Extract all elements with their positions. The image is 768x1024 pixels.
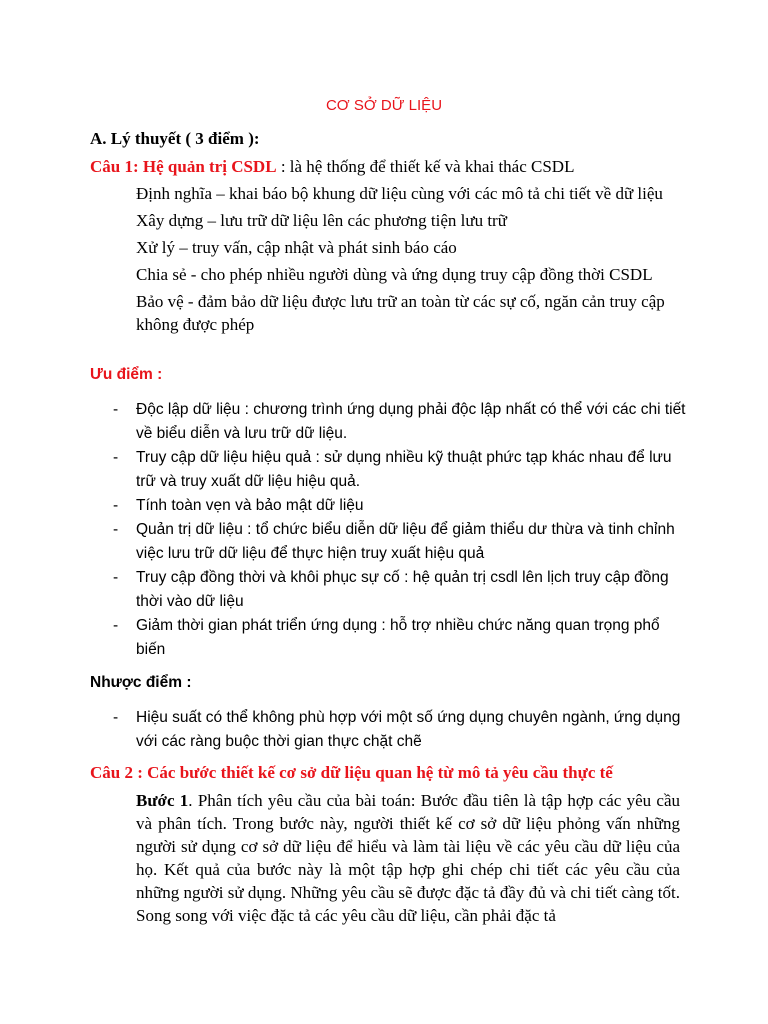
advantage-item xyxy=(90,614,690,662)
definition-item: Định nghĩa – khai báo bộ khung dữ liệu cùng với các mô tả chi tiết về dữ liệu xyxy=(136,184,663,203)
definition-list xyxy=(136,182,681,340)
definition-item: Xây dựng – lưu trữ dữ liệu lên các phương tiện lưu trữ xyxy=(136,211,507,230)
definition-item: Xử lý – truy vấn, cập nhật và phát sinh báo cáo xyxy=(136,238,457,257)
step-1-label: Bước 1 xyxy=(136,791,189,810)
advantage-text: Giảm thời gian phát triển ứng dụng : hỗ trợ nhiều chức năng quan trọng phổ biến xyxy=(136,617,660,658)
dash-bullet: - xyxy=(113,521,119,538)
disadvantage-item xyxy=(90,706,690,754)
question-1-text: : là hệ thống để thiết kế và khai thác CSDL xyxy=(276,157,575,176)
definition-item: Chia sẻ - cho phép nhiều người dùng và ứng dụng truy cập đồng thời CSDL xyxy=(136,265,653,284)
disadvantage-text: Hiệu suất có thể không phù hợp với một số ứng dụng chuyên ngành, ứng dụng với các ràng buộc thời gian thực chặt chẽ xyxy=(136,709,681,750)
question-1 xyxy=(90,155,690,178)
definition-item: Bảo vệ - đảm bảo dữ liệu được lưu trữ an toàn từ các sự cố, ngăn cản truy cập không được phép xyxy=(136,292,665,334)
advantages-heading: Ưu điểm : xyxy=(90,366,163,383)
advantage-text: Truy cập dữ liệu hiệu quả : sử dụng nhiều kỹ thuật phức tạp khác nhau để lưu trữ và truy xuất dữ liệu hiệu quả. xyxy=(136,449,672,490)
section-a-heading: A. Lý thuyết ( 3 điểm ): xyxy=(90,129,260,148)
step-1-text: . Phân tích yêu cầu của bài toán: Bước đầu tiên là tập hợp các yêu cầu và phân tích. Trong bước này, người thiết kế cơ sở dữ liệu phỏng vấn những người sử dụng cơ sở dữ liệu để hiểu và làm tài liệu về các yêu cầu dữ liệu của họ. Kết quả của bước này là một tập hợp ghi chép chi tiết các yêu cầu của những người sử dụng. Những yêu cầu sẽ được đặc tả đầy đủ và chi tiết càng tốt. Song song với việc đặc tả các yêu cầu dữ liệu, cần phải đặc tả xyxy=(136,791,681,925)
advantage-text: Truy cập đồng thời và khôi phục sự cố : hệ quản trị csdl lên lịch truy cập đồng thời vào dữ liệu xyxy=(136,569,669,610)
advantage-text: Quản trị dữ liệu : tổ chức biểu diễn dữ liệu để giảm thiểu dư thừa và tinh chỉnh việc lưu trữ dữ liệu để thực hiện truy xuất hiệu quả xyxy=(136,521,675,562)
step-1-paragraph xyxy=(136,789,680,927)
advantage-text: Tính toàn vẹn và bảo mật dữ liệu xyxy=(136,497,364,514)
question-1-label: Câu 1: Hệ quản trị CSDL xyxy=(90,157,277,176)
advantage-text: Độc lập dữ liệu : chương trình ứng dụng phải độc lập nhất có thể với các chi tiết về biểu diễn và lưu trữ dữ liệu. xyxy=(136,401,686,442)
advantages-list xyxy=(90,398,690,662)
dash-bullet: - xyxy=(113,617,119,634)
advantage-item xyxy=(90,566,690,614)
dash-bullet: - xyxy=(113,709,119,726)
disadvantages-heading: Nhược điểm : xyxy=(90,674,192,691)
document-title: CƠ SỞ DỮ LIỆU xyxy=(325,97,443,114)
dash-bullet: - xyxy=(113,401,119,418)
advantage-item xyxy=(90,446,690,494)
advantage-item xyxy=(90,518,690,566)
question-2-heading: Câu 2 : Các bước thiết kế cơ sở dữ liệu quan hệ từ mô tả yêu cầu thực tế xyxy=(90,763,613,782)
dash-bullet: - xyxy=(113,569,119,586)
dash-bullet: - xyxy=(113,449,119,466)
disadvantages-list xyxy=(90,706,690,754)
advantage-item xyxy=(90,398,690,446)
dash-bullet: - xyxy=(113,497,119,514)
advantage-item xyxy=(90,494,690,518)
